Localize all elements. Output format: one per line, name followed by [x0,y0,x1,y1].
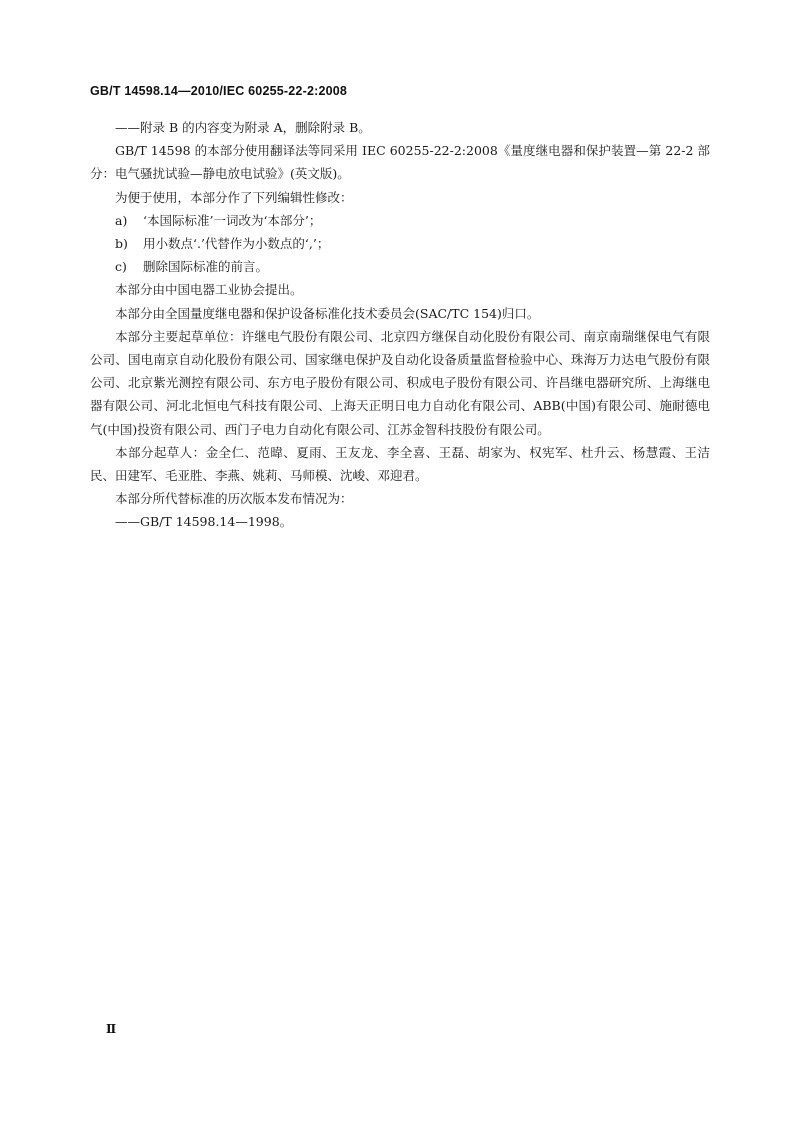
paragraph-history-intro: 本部分所代替标准的历次版本发布情况为： [115,491,353,507]
paragraph-history-item: ——GB/T 14598.14—1998。 [115,514,293,530]
paragraph-drafters: 本部分起草人：金全仁、范暐、夏雨、王友龙、李全喜、王磊、胡家为、权宪军、杜升云、杨慧霞、王洁民、田建军、毛亚胜、李燕、姚莉、马师模、沈峻、邓迎君。 [90,444,710,484]
foreword-body [90,116,710,534]
paragraph-drafting-units: 本部分主要起草单位：许继电气股份有限公司、北京四方继保自动化股份有限公司、南京南瑞继保电气有限公司、国电南京自动化股份有限公司、国家继电保护及自动化设备质量监督检验中心、珠海万力达电气股份有限公司、北京紫光测控有限公司、东方电子股份有限公司、积成电子股份有限公司、许昌继电器研究所、上海继电器有限公司、河北北恒电气科技有限公司、上海天正明日电力自动化有限公司、ABB(中国)有限公司、施耐德电气(中国)投资有限公司、西门子电力自动化有限公司、江苏金智科技股份有限公司。 [90,328,710,437]
list-item [90,255,710,278]
list-marker: a) [115,212,128,228]
standard-number-header: GB/T 14598.14—2010/IEC 60255-22-2:2008 [90,84,348,98]
paragraph-appendix-change: ——附录 B 的内容变为附录 A，删除附录 B。 [115,120,371,135]
list-text: ‘本国际标准’一词改为‘本部分’； [143,212,322,228]
list-item [90,232,710,255]
paragraph-proposed-by: 本部分由中国电器工业协会提出。 [115,282,303,298]
list-item [90,209,710,232]
paragraph-centralized-by: 本部分由全国量度继电器和保护设备标准化技术委员会(SAC/TC 154)归口。 [115,305,540,321]
list-text: 用小数点‘.’代替作为小数点的‘,’； [143,236,330,252]
paragraph-adoption: GB/T 14598 的本部分使用翻译法等同采用 IEC 60255-22-2:2008《量度继电器和保护装置—第 22-2 部分：电气骚扰试验—静电放电试验》(英文版)。 [90,143,710,182]
page-number: Ⅱ [106,1022,117,1036]
list-text: 删除国际标准的前言。 [143,259,269,275]
list-marker: c) [115,259,127,275]
list-marker: b) [115,236,128,252]
paragraph-editorial-intro: 为便于使用，本部分作了下列编辑性修改： [115,189,353,205]
